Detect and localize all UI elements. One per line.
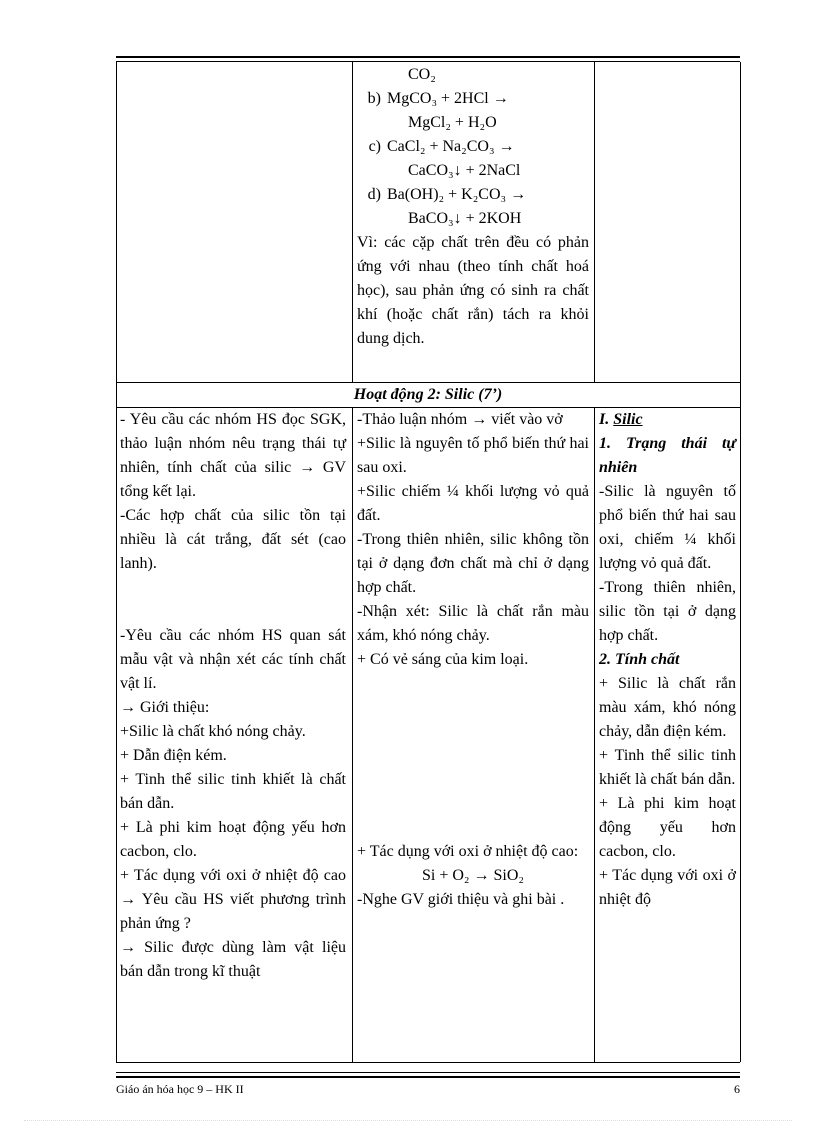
col-divider-1-bottom [352,407,353,1062]
student-item: +Silic chiếm ¼ khối lượng vỏ quả đất. [357,483,589,524]
section-heading: Hoạt động 2: Silic (7’) [353,386,503,403]
content-text: + Silic là chất rắn màu xám, khó nóng chảy, dẫn điện kém. [599,675,736,740]
footer-rule-thick [116,1076,740,1078]
student-item: -Trong thiên nhiên, silic không tồn tại ở dạng đơn chất mà chỉ ở dạng hợp chất. [357,531,589,596]
teacher-item: - Yêu cầu các nhóm HS đọc SGK, thảo luận nhóm nêu trạng thái tự nhiên, tính chất của silic → GV tổng kết lại. [120,411,346,500]
table-border-left [116,62,117,1062]
page-number: 6 [734,1082,740,1096]
content-text: + Là phi kim hoạt động yếu hơn cacbon, clo. [599,795,736,860]
student-item: + Có vẻ sáng của kim loại. [357,651,529,668]
reaction-c-product: CaCO₃↓ + 2NaCl [408,162,521,179]
content-title: I. Silic [599,411,643,428]
lesson-content [599,408,736,912]
content-text: + Tinh thể silic tinh khiết là chất bán dẫn. [599,747,736,788]
teacher-item: → Giới thiệu: [120,699,210,716]
table-border-bottom [116,1062,740,1063]
teacher-item: + Tác dụng với oxi ở nhiệt độ cao → Yêu cầu HS viết phương trình phản ứng ? [120,867,346,932]
student-item: + Tác dụng với oxi ở nhiệt độ cao: [357,843,579,860]
content-subheading-2: 2. Tính chất [599,651,680,668]
teacher-item: -Yêu cầu các nhóm HS quan sát mẫu vật và nhận xét các tính chất vật lí. [120,627,346,692]
teacher-item: + Tinh thể silic tinh khiết là chất bán dẫn. [120,771,346,812]
student-activities [357,408,589,912]
col-divider-2-top [594,62,595,383]
page-edge [24,1120,792,1121]
content-subheading-1: 1. Trạng thái tự nhiên [599,435,736,476]
header-rule-thin [116,61,740,62]
col-divider-1-top [352,62,353,383]
teacher-item: -Các hợp chất của silic tồn tại nhiều là cát trắng, đất sét (cao lanh). [120,507,346,572]
student-item: +Silic là nguyên tố phổ biến thứ hai sau oxi. [357,435,589,476]
teacher-activities [120,408,346,984]
teacher-item: +Silic là chất khó nóng chảy. [120,723,306,740]
reaction-explanation: Vì: các cặp chất trên đều có phản ứng với nhau (theo tính chất hoá học), sau phản ứng có sinh ra chất khí (hoặc chất rắn) tách ra khỏi dung dịch. [357,234,589,347]
reaction-d-product: BaCO₃↓ + 2KOH [408,210,522,227]
header-rule-thick [116,56,740,58]
equation: Si + O₂ → SiO₂ [422,867,524,884]
reaction-a-tail: CO₂ [408,66,436,83]
footer-title: Giáo án hóa học 9 – HK II [116,1082,244,1096]
student-item: -Thảo luận nhóm → viết vào vở [357,411,563,428]
reaction-d: d) Ba(OH)₂ + K₂CO₃ → [367,186,527,203]
footer-rule-thin [116,1072,740,1073]
content-text: -Trong thiên nhiên, silic tồn tại ở dạng hợp chất. [599,579,736,644]
teacher-item: → Silic được dùng làm vật liệu bán dẫn trong kĩ thuật [120,939,346,980]
reaction-b: b) MgCO₃ + 2HCl → [367,90,509,107]
student-item: -Nghe GV giới thiệu và ghi bài . [357,891,565,908]
reaction-c: c) CaCl₂ + Na₂CO₃ → [368,138,515,155]
content-text: -Silic là nguyên tố phổ biến thứ hai sau oxi, chiếm ¼ khối lượng vỏ quả đất. [599,483,736,572]
reaction-b-product: MgCl₂ + H₂O [408,114,497,131]
teacher-item: + Là phi kim hoạt động yếu hơn cacbon, clo. [120,819,346,860]
content-text: + Tác dụng với oxi ở nhiệt độ [599,867,736,908]
table-border-right [740,62,741,1062]
teacher-item: + Dẫn điện kém. [120,747,227,764]
student-item: -Nhận xét: Silic là chất rắn màu xám, khó nóng chảy. [357,603,589,644]
reaction-list [357,63,589,351]
col-divider-2-bottom [594,407,595,1062]
